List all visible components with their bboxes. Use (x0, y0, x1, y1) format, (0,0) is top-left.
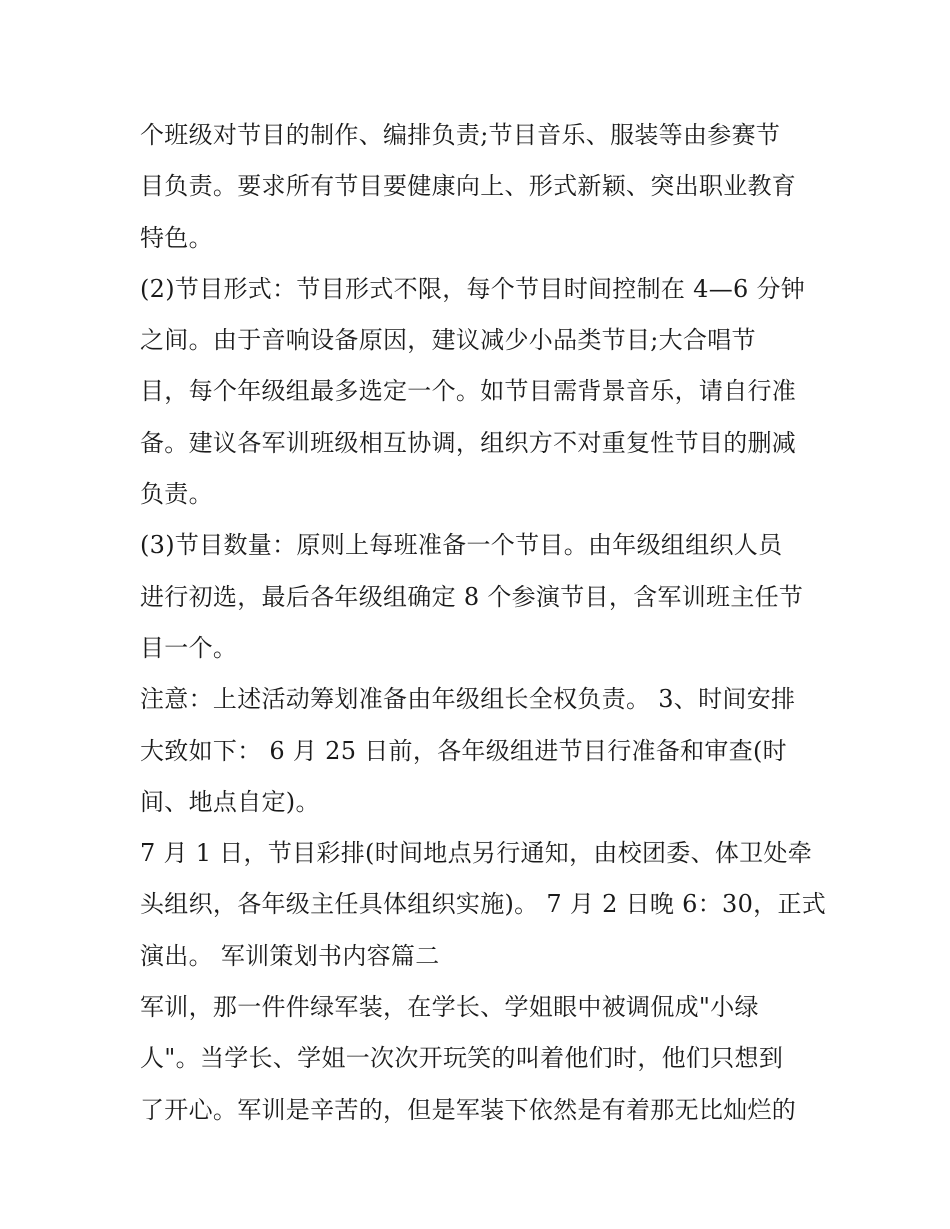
text-line: 大致如下： 6 月 25 日前，各年级组进节目行准备和审查(时 (140, 736, 787, 765)
text-line: 了开心。军训是辛苦的，但是军装下依然是有着那无比灿烂的 (140, 1095, 797, 1124)
text-line: 目，每个年级组最多选定一个。如节目需背景音乐，请自行准 (140, 377, 797, 406)
text-line: 负责。 (140, 480, 213, 509)
text-line: (2)节目形式：节目形式不限，每个节目时间控制在 4—6 分钟 (140, 274, 806, 303)
text-line: 军训，那一件件绿军装，在学长、学姐眼中被调侃成"小绿 (140, 993, 759, 1022)
text-line: 7 月 1 日，节目彩排(时间地点另行通知，由校团委、体卫处牵 (140, 839, 813, 868)
text-line: 演出。 军训策划书内容篇二 (140, 941, 440, 970)
text-line: 人"。当学长、学姐一次次开玩笑的叫着他们时，他们只想到 (140, 1044, 784, 1073)
text-line: 注意：上述活动筹划准备由年级组长全权负责。 3、时间安排 (140, 685, 796, 714)
text-line: 间、地点自定)。 (140, 787, 320, 816)
text-line: 个班级对节目的制作、编排负责;节目音乐、服装等由参赛节 (140, 121, 781, 149)
text-line: 之间。由于音响设备原因，建议减少小品类节目;大合唱节 (140, 326, 756, 355)
text-line: 目一个。 (140, 633, 238, 662)
text-line: 目负责。要求所有节目要健康向上、形式新颖、突出职业教育 (140, 172, 797, 201)
body-text (140, 110, 827, 1136)
text-line: 头组织，各年级主任具体组织实施)。 7 月 2 日晚 6：30，正式 (140, 890, 827, 919)
text-line: 特色。 (140, 223, 213, 252)
text-line: (3)节目数量：原则上每班准备一个节目。由年级组组织人员 (140, 531, 783, 560)
text-line: 备。建议各军训班级相互协调，组织方不对重复性节目的删减 (140, 428, 797, 457)
text-line: 进行初选，最后各年级组确定 8 个参演节目，含军训班主任节 (140, 582, 804, 611)
